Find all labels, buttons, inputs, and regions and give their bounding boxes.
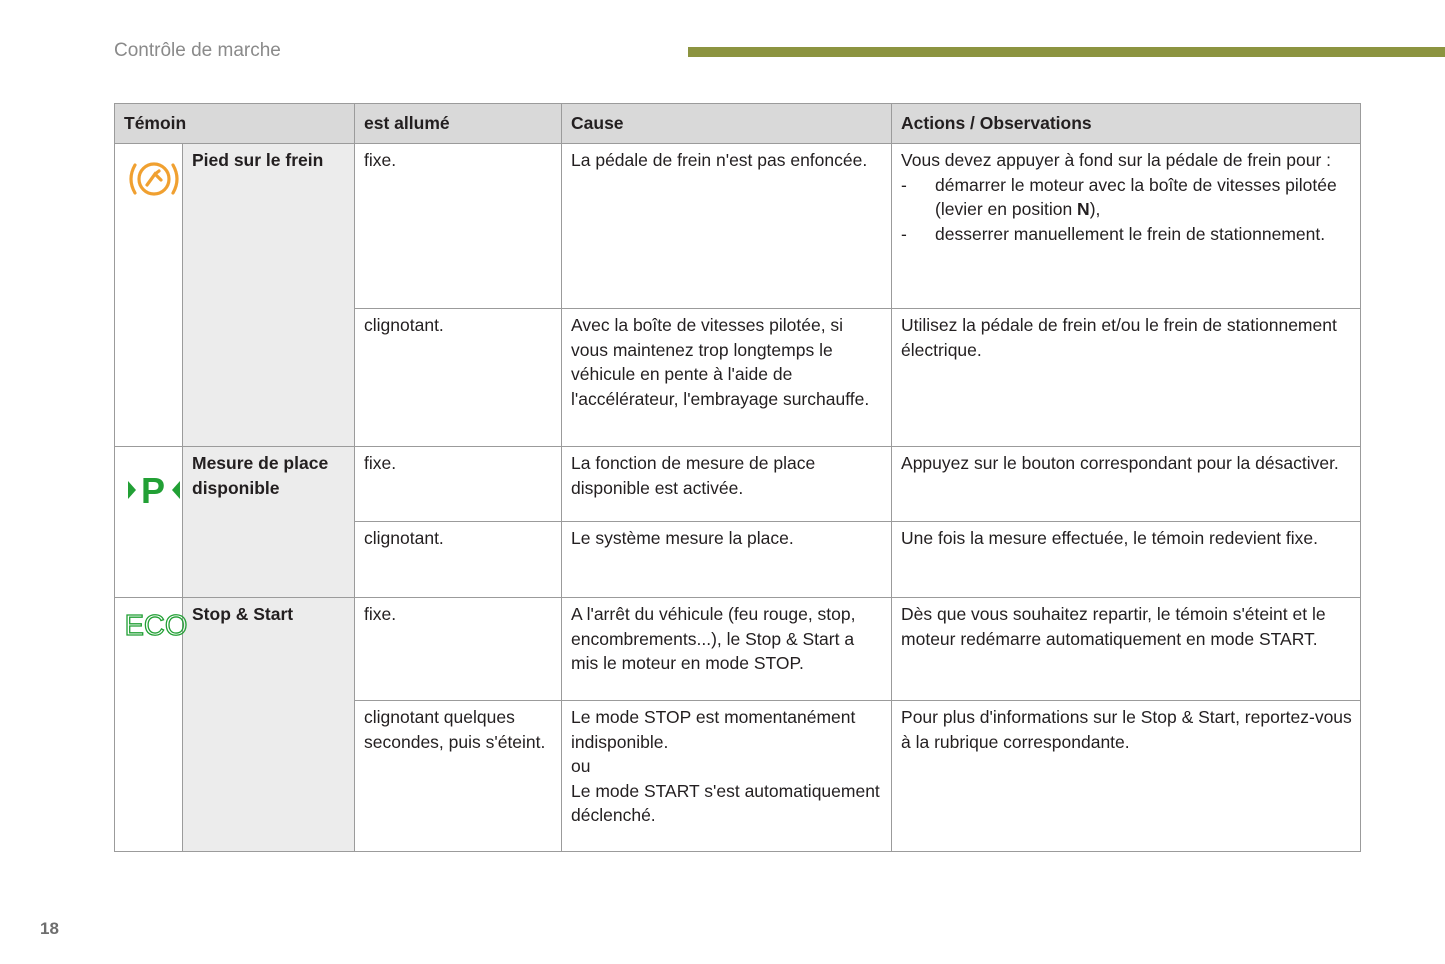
list-item <box>901 173 1352 222</box>
cause-cell: A l'arrêt du véhicule (feu rouge, stop, encombrements...), le Stop & Start a mis le moteur en mode STOP. <box>562 598 892 701</box>
list-dash: - <box>901 174 907 195</box>
list-item <box>901 222 1352 247</box>
col-header-state: est allumé <box>355 104 562 144</box>
cause-cell: Avec la boîte de vitesses pilotée, si vous maintenez trop longtemps le véhicule en pente à l'aide de l'accélérateur, l'embrayage surchauffe. <box>562 309 892 447</box>
table-row <box>115 598 1361 701</box>
col-header-temoin: Témoin <box>115 104 355 144</box>
action-cell: Dès que vous souhaitez repartir, le témoin s'éteint et le moteur redémarre automatiquement en mode START. <box>892 598 1361 701</box>
indicator-cell <box>115 598 188 852</box>
brake-foot-icon <box>124 156 184 202</box>
table-row <box>115 144 1361 309</box>
indicator-cell <box>115 447 183 598</box>
cause-cell: La pédale de frein n'est pas enfoncée. <box>562 144 892 309</box>
parking-letter: P <box>140 471 166 511</box>
state-cell: clignotant. <box>355 522 562 598</box>
cause-line: Le mode START s'est automatiquement déclenché. <box>571 780 880 825</box>
indicator-name: Stop & Start <box>183 598 355 852</box>
cause-line: Le mode STOP est momentanément indisponible. <box>571 707 856 752</box>
action-cell: Pour plus d'informations sur le Stop & Start, reportez-vous à la rubrique correspondante. <box>892 701 1361 852</box>
header-accent-bar <box>688 47 1445 57</box>
cause-cell <box>562 701 892 852</box>
cause-cell: Le système mesure la place. <box>562 522 892 598</box>
list-dash: - <box>901 223 907 244</box>
indicator-name: Pied sur le frein <box>183 144 355 447</box>
list-item-text: desserrer manuellement le frein de stationnement. <box>935 223 1326 244</box>
eco-text: ECO <box>124 610 188 641</box>
warning-lights-table <box>114 103 1361 852</box>
gear-position-n: N <box>1077 199 1090 219</box>
cause-line: ou <box>571 756 591 776</box>
action-cell: Une fois la mesure effectuée, le témoin redevient fixe. <box>892 522 1361 598</box>
action-cell: Appuyez sur le bouton correspondant pour la désactiver. <box>892 447 1361 522</box>
state-cell: fixe. <box>355 144 562 309</box>
indicator-cell <box>115 144 183 447</box>
col-header-actions: Actions / Observations <box>892 104 1361 144</box>
eco-icon <box>124 609 188 641</box>
action-intro: Vous devez appuyer à fond sur la pédale de frein pour : <box>901 150 1332 170</box>
table-header-row <box>115 104 1361 144</box>
cause-cell: La fonction de mesure de place disponible est activée. <box>562 447 892 522</box>
page-number: 18 <box>40 919 59 938</box>
action-cell: Utilisez la pédale de frein et/ou le frein de stationnement électrique. <box>892 309 1361 447</box>
parking-space-icon <box>124 471 184 511</box>
col-header-cause: Cause <box>562 104 892 144</box>
table-row <box>115 447 1361 522</box>
action-cell <box>892 144 1361 309</box>
state-cell: fixe. <box>355 598 562 701</box>
list-item-text: démarrer le moteur avec la boîte de vitesses pilotée (levier en position <box>935 174 1337 219</box>
state-cell: clignotant quelques secondes, puis s'éteint. <box>355 701 562 852</box>
section-title: Contrôle de marche <box>114 40 281 61</box>
indicator-name: Mesure de place disponible <box>183 447 355 598</box>
state-cell: fixe. <box>355 447 562 522</box>
state-cell: clignotant. <box>355 309 562 447</box>
list-item-text-after: ), <box>1089 199 1101 219</box>
